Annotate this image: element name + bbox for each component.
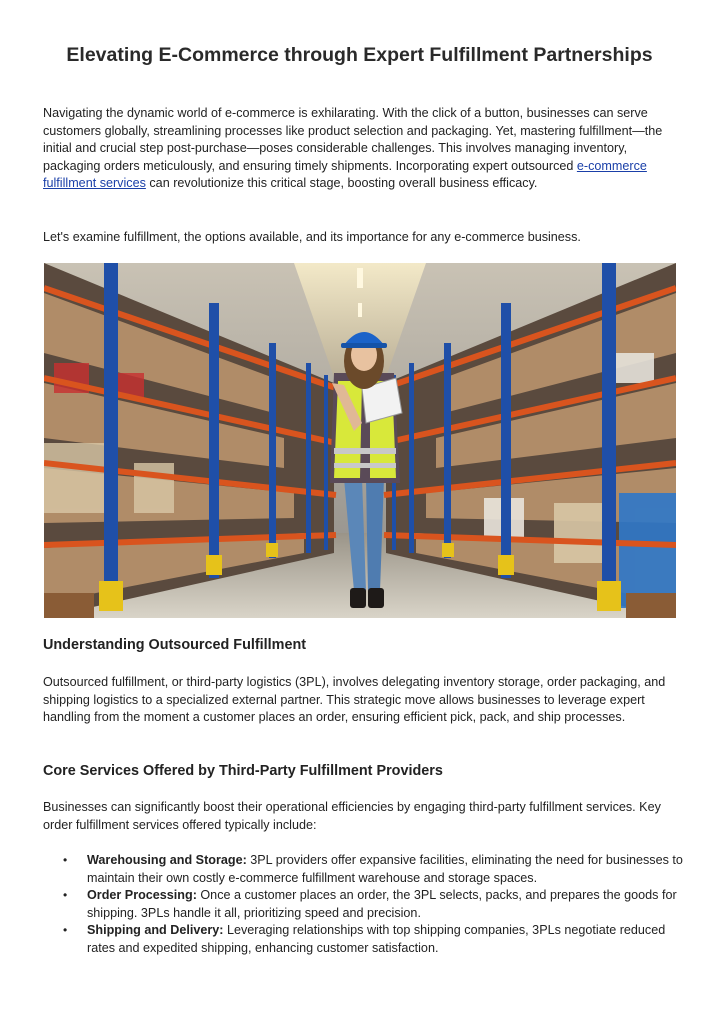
list-item-label: Warehousing and Storage: (87, 853, 247, 867)
intro-text-after-link: can revolutionize this critical stage, boosting overall business efficacy. (145, 176, 538, 191)
bullet-icon: • (63, 853, 68, 867)
intro-text-before-link: Navigating the dynamic world of e-commerce is exhilarating. With the click of a button, businesses can serve customers globally, streamlining processes like product selection and packaging. Yet, mastering fulfillment—the initial and crucial step post-purchase—poses considerable challenges. This involves managing inventory, packaging orders meticulously, and ensuring timely shipments. Incorporating expert outsourced (43, 106, 663, 173)
list-item (43, 852, 688, 887)
warehouse-photo (44, 263, 676, 618)
list-item-label: Shipping and Delivery: (87, 923, 224, 938)
list-item-text: Leveraging relationships with top shipping companies, 3PLs negotiate reduced rates and expedited shipping, enhancing customer satisfaction. (87, 923, 666, 955)
list-item (43, 887, 688, 922)
intro-paragraph-2: Let's examine fulfillment, the options available, and its importance for any e-commerce business. (43, 230, 581, 244)
list-item-text: Once a customer places an order, the 3PL selects, packs, and prepares the goods for shipping. 3PLs handle it all, prioritizing speed and precision. (87, 888, 677, 920)
list-item-label: Order Processing: (87, 888, 197, 903)
fulfillment-services-link[interactable]: e-commerce fulfillment services (43, 158, 647, 191)
section2-paragraph: Businesses can significantly boost their operational efficiencies by engaging third-party fulfillment services. Key order fulfillment services offered typically include: (43, 800, 661, 832)
section1-heading: Understanding Outsourced Fulfillment (43, 637, 307, 653)
list-item-text: 3PL providers offer expansive facilities, eliminating the need for businesses to maintain their own costly e-commerce fulfillment warehouse and storage spaces. (87, 853, 683, 885)
bullet-icon: • (63, 888, 68, 903)
bullet-icon: • (63, 923, 68, 938)
services-list (43, 852, 688, 958)
warehouse-photo-illustration (44, 263, 676, 618)
section1-paragraph: Outsourced fulfillment, or third-party logistics (3PL), involves delegating inventory storage, order packaging, and shipping logistics to a specialized external partner. This strategic move allows businesses to leverage expert handling from the moment a customer places an order, ensuring efficient pick, pack, and ship processes. (43, 675, 666, 725)
list-item (43, 922, 688, 957)
intro-paragraph (43, 105, 683, 193)
section2-heading: Core Services Offered by Third-Party Fulfillment Providers (43, 763, 443, 779)
page-title: Elevating E-Commerce through Expert Fulfillment Partnerships (66, 44, 653, 66)
